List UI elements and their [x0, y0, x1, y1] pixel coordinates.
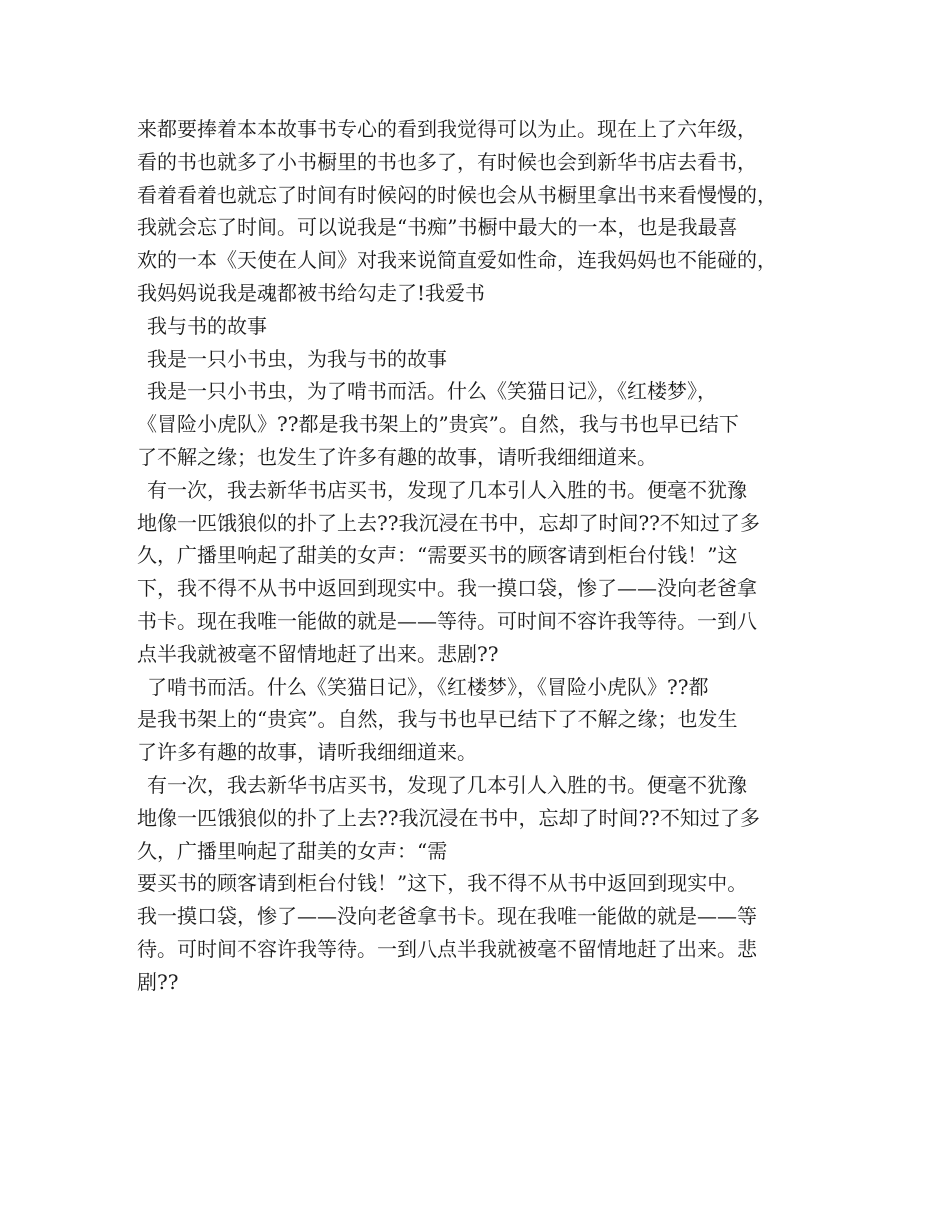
text-line: 看的书也就多了小书橱里的书也多了，有时候也会到新华书店去看书，: [137, 149, 757, 174]
text-line: 要买书的顾客请到柜台付钱！”这下，我不得不从书中返回到现实中。: [137, 871, 748, 896]
text-line: 我是一只小书虫，为我与书的故事: [147, 346, 447, 371]
text-line: 久，广播里响起了甜美的女声：“需: [137, 838, 448, 863]
text-line: 待。可时间不容许我等待。一到八点半我就被毫不留情地赶了出来。悲: [137, 936, 757, 961]
text-line: 我与书的故事: [147, 313, 267, 338]
text-line: 久，广播里响起了甜美的女声：“需要买书的顾客请到柜台付钱！”这: [137, 543, 738, 568]
text-line: 看着看着也就忘了时间有时候闷的时候也会从书橱里拿出书来看慢慢的，: [137, 182, 777, 207]
text-line: 了不解之缘；也发生了许多有趣的故事，请听我细细道来。: [137, 444, 657, 469]
document-body: [137, 113, 827, 999]
text-line: 了啃书而活。什么《笑猫日记》，《红楼梦》，《冒险小虎队》??都: [147, 674, 709, 699]
text-line: 地像一匹饿狼似的扑了上去??我沉浸在书中，忘却了时间??不知过了多: [137, 510, 760, 535]
text-line: 点半我就被毫不留情地赶了出来。悲剧??: [137, 641, 499, 666]
text-line: 我就会忘了时间。可以说我是“书痴”书橱中最大的一本，也是我最喜: [137, 215, 738, 240]
text-line: 我一摸口袋，惨了——没向老爸拿书卡。现在我唯一能做的就是——等: [137, 904, 757, 929]
text-line: 欢的一本《天使在人间》对我来说简直爱如性命，连我妈妈也不能碰的，: [137, 248, 777, 273]
text-line: 剧??: [137, 969, 179, 994]
text-line: 了许多有趣的故事，请听我细细道来。: [137, 740, 477, 765]
text-line: 来都要捧着本本故事书专心的看到我觉得可以为止。现在上了六年级，: [137, 117, 757, 141]
text-line: 地像一匹饿狼似的扑了上去??我沉浸在书中，忘却了时间??不知过了多: [137, 805, 760, 830]
text-line: 《冒险小虎队》??都是我书架上的”贵宾”。自然，我与书也早已结下: [137, 412, 739, 437]
text-line: 是我书架上的“贵宾”。自然，我与书也早已结下了不解之缘；也发生: [137, 707, 738, 732]
text-line: 我是一只小书虫，为了啃书而活。什么《笑猫日记》，《红楼梦》，: [147, 379, 717, 404]
text-line: 我妈妈说我是魂都被书给勾走了!我爱书: [137, 280, 486, 305]
text-line: 有一次，我去新华书店买书，发现了几本引人入胜的书。便毫不犹豫: [147, 477, 747, 502]
text-line: 下，我不得不从书中返回到现实中。我一摸口袋，惨了——没向老爸拿: [137, 576, 757, 601]
text-line: 有一次，我去新华书店买书，发现了几本引人入胜的书。便毫不犹豫: [147, 772, 747, 797]
text-line: 书卡。现在我唯一能做的就是——等待。可时间不容许我等待。一到八: [137, 608, 757, 633]
